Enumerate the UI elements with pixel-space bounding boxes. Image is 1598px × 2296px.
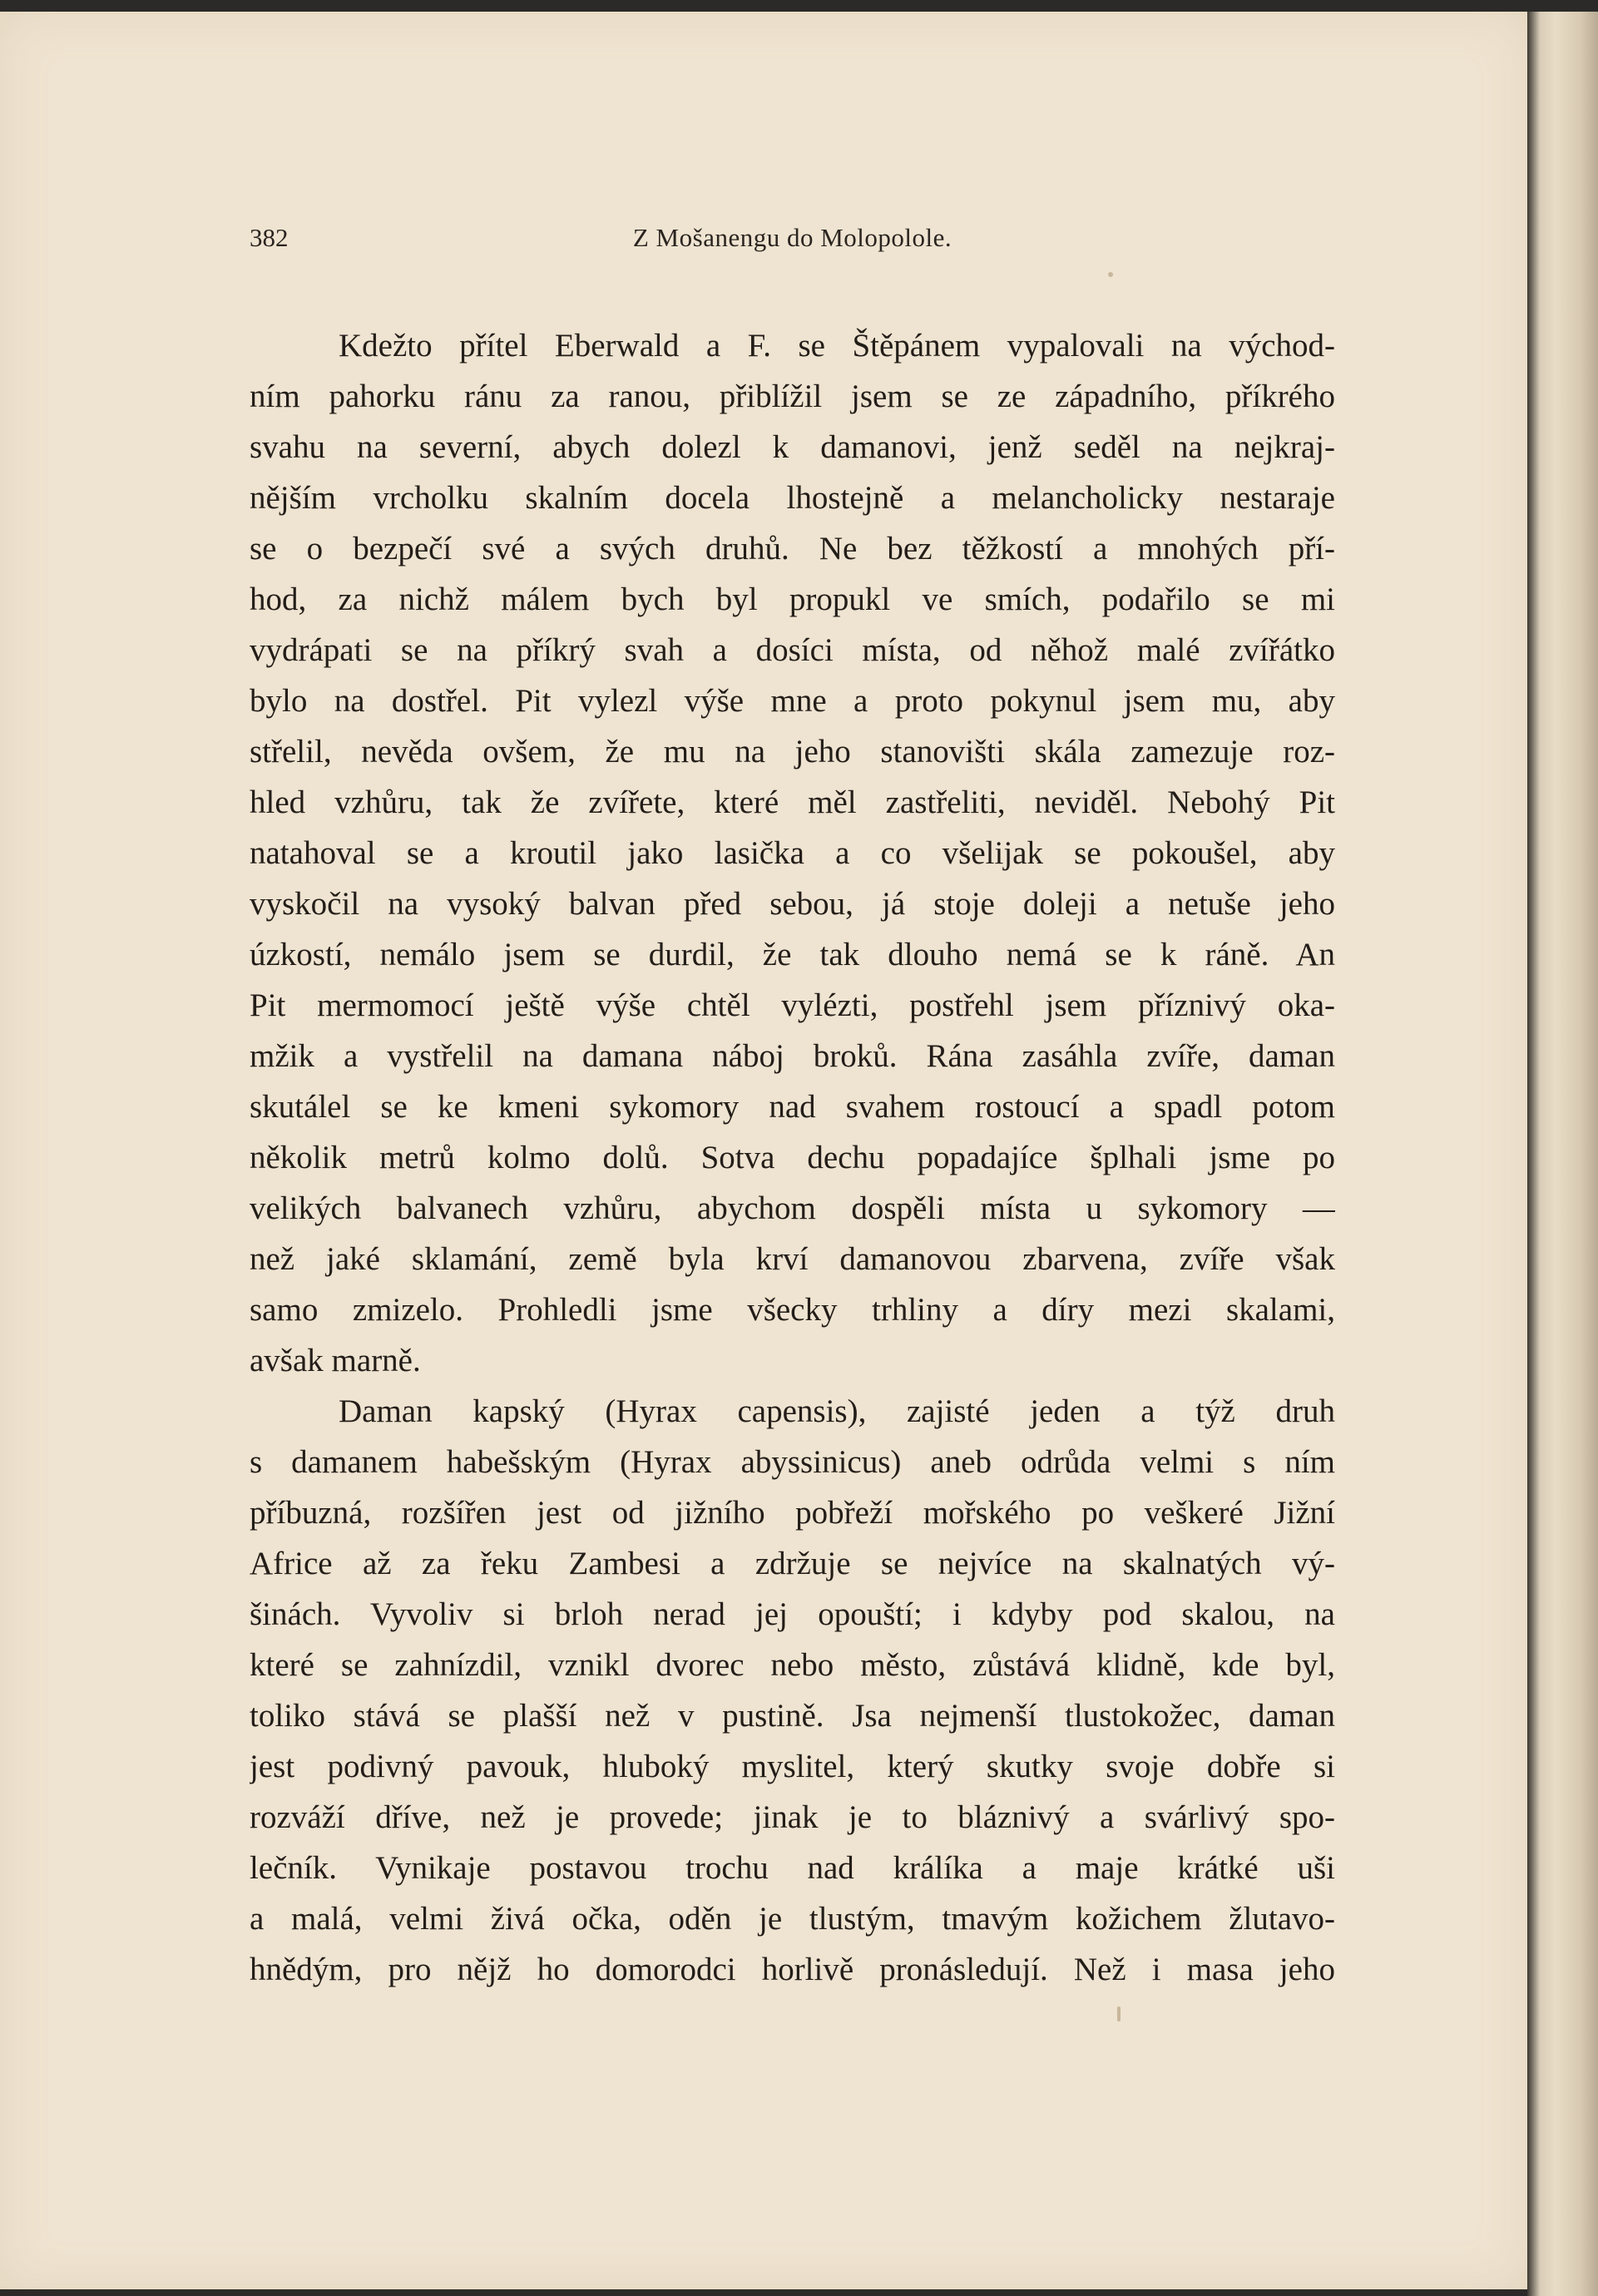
text-line: střelil, nevěda ovšem, že mu na jeho stanovišti skála zamezuje roz- [250,734,1335,769]
text-line: několik metrů kolmo dolů. Sotva dechu popadajíce šplhali jsme po [250,1140,1335,1175]
text-line: velikých balvanech vzhůru, abychom dospěli místa u sykomory — [250,1190,1335,1226]
text-line: toliko stává se plašší než v pustině. Jsa nejmenší tlustokožec, daman [250,1698,1335,1734]
text-line: hnědým, pro nějž ho domorodci horlivě pronásledují. Než i masa jeho [250,1952,1335,1987]
text-line: rozváží dříve, než je provede; jinak je to bláznivý a svárlivý spo- [250,1799,1335,1835]
page-header [250,223,1335,265]
body-text [250,320,1335,1995]
text-line: šinách. Vyvoliv si brloh nerad jej opouští; i kdyby pod skalou, na [250,1596,1335,1632]
text-line: jest podivný pavouk, hluboký myslitel, který skutky svoje dobře si [250,1749,1335,1784]
text-line: Pit mermomocí ještě výše chtěl vylézti, postřehl jsem příznivý oka- [250,987,1335,1023]
text-line: než jaké sklamání, země byla krví damanovou zbarvena, zvíře však [250,1241,1335,1277]
text-line: natahoval se a kroutil jako lasička a co všelijak se pokoušel, aby [250,835,1335,871]
text-line: hled vzhůru, tak že zvířete, které měl zastřeliti, neviděl. Nebohý Pit [250,784,1335,820]
text-line: Africe až za řeku Zambesi a zdržuje se nejvíce na skalnatých vý- [250,1546,1335,1581]
text-line: ním pahorku ránu za ranou, přiblížil jsem se ze západního, příkrého [250,379,1335,414]
text-line: Daman kapský (Hyrax capensis), zajisté jeden a týž druh [339,1393,1335,1429]
text-line: vydrápati se na příkrý svah a dosíci místa, od něhož malé zvířátko [250,632,1335,668]
text-line: samo zmizelo. Prohledli jsme všecky trhliny a díry mezi skalami, [250,1292,1335,1328]
paper-speck [1108,272,1113,277]
text-line: lečník. Vynikaje postavou trochu nad králíka a maje krátké uši [250,1850,1335,1886]
paragraph-1 [250,320,1335,1386]
text-line: nějším vrcholku skalním docela lhostejně a melancholicky nestaraje [250,480,1335,516]
text-line: příbuzná, rozšířen jest od jižního pobřeží mořského po veškeré Jižní [250,1495,1335,1531]
text-line: bylo na dostřel. Pit vylezl výše mne a proto pokynul jsem mu, aby [250,683,1335,719]
text-line: svahu na severní, abych dolezl k damanovi, jenž seděl na nejkraj- [250,429,1335,465]
paragraph-2 [250,1386,1335,1995]
page-edge [1527,12,1598,2296]
text-line: vyskočil na vysoký balvan před sebou, já stoje doleji a netuše jeho [250,886,1335,922]
text-line: skutálel se ke kmeni sykomory nad svahem rostoucí a spadl potom [250,1089,1335,1125]
running-title: Z Mošanengu do Molopolole. [632,223,952,252]
text-line: se o bezpečí své a svých druhů. Ne bez těžkostí a mnohých pří- [250,531,1335,567]
text-line: které se zahnízdil, vznikl dvorec nebo město, zůstává klidně, kde byl, [250,1647,1335,1683]
text-line: úzkostí, nemálo jsem se durdil, že tak dlouho nemá se k ráně. An [250,937,1335,972]
page-number: 382 [250,223,289,252]
text-line: mžik a vystřelil na damana náboj broků. Rána zasáhla zvíře, daman [250,1038,1335,1074]
text-line: avšak marně. [250,1343,421,1378]
paper-speck [1117,2007,1121,2021]
text-line: s damanem habešským (Hyrax abyssinicus) aneb odrůda velmi s ním [250,1444,1335,1480]
text-line: a malá, velmi živá očka, oděn je tlustým, tmavým kožichem žlutavo- [250,1901,1335,1937]
text-line: hod, za nichž málem bych byl propukl ve smích, podařilo se mi [250,581,1335,617]
text-line: Kdežto přítel Eberwald a F. se Štěpánem vypalovali na východ- [339,328,1335,364]
